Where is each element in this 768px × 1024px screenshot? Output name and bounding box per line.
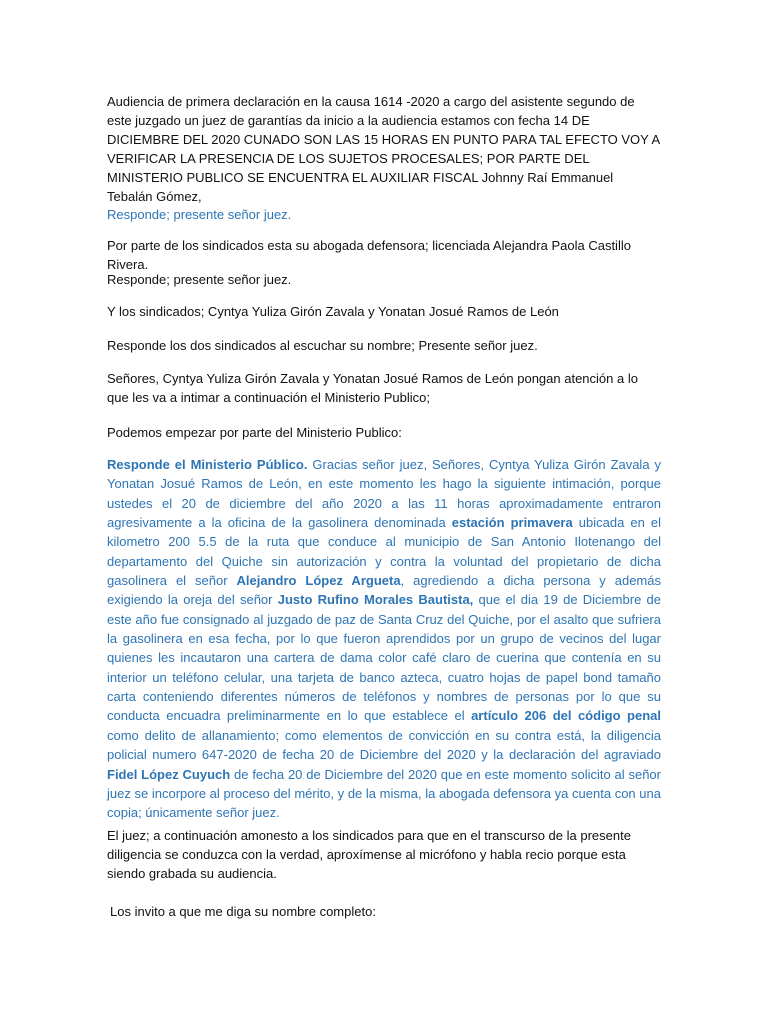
invite-paragraph: Los invito a que me diga su nombre completo: (110, 904, 376, 919)
judge-paragraph: El juez; a continuación amonesto a los sindicados para que en el transcurso de la presente diligencia se conduzca con la verdad, aproxímense al micrófono y habla recio porque esta siendo grabada su audiencia. (107, 828, 631, 881)
defense-paragraph: Por parte de los sindicados esta su abogada defensora; licenciada Alejandra Paola Castillo Rivera. (107, 238, 631, 272)
intro-paragraph: Audiencia de primera declaración en la causa 1614 -2020 a cargo del asistente segundo de este juzgado un juez de garantías da inicio a la audiencia estamos con fecha 14 DE DICIEMBRE DEL 2020 CUNADO SON LAS 15 HORAS EN PUNTO PARA TAL EFECTO VOY A VERIFICAR LA PRESENCIA DE LOS SUJETOS PROCESALES; POR PARTE DEL MINISTERIO PUBLICO SE ENCUENTRA EL AUXILIAR FISCAL Johnny Raí Emmanuel Tebalán Gómez, (107, 94, 660, 204)
attention-paragraph: Señores, Cyntya Yuliza Girón Zavala y Yonatan Josué Ramos de León pongan atención a lo que les va a intimar a continuación el Ministerio Publico; (107, 371, 638, 405)
mp-bold-2: Alejandro López Argueta (236, 573, 401, 589)
accused-paragraph: Y los sindicados; Cyntya Yuliza Girón Zavala y Yonatan Josué Ramos de León (107, 304, 559, 319)
response-paragraph-1: Responde; presente señor juez. (107, 207, 292, 222)
mp-text-1: Gracias señor juez, Señores, Cyntya Yuliza Girón Zavala y Yonatan Josué Ramos de León, en este momento les hago la siguiente intimación, porque ustedes el 20 de diciembre del año 2020 a las 11 horas aproximadamente entraron agresivamente a la oficina de la gasolinera denominada (107, 457, 661, 531)
response-paragraph-2: Responde; presente señor juez. (107, 272, 292, 287)
mp-text-4: que el dia 19 de Diciembre de este año fue consignado al juzgado de paz de Santa Cruz del Quiche, por el asalto que sufriera la gasolinera en esa fecha, por lo que fueron aprendidos por un grupo de vecinos del lugar quienes les incautaron una cartera de dama color café claro de cuerina que contenía en su interior un teléfono celular, una tarjeta de banco azteca, cuatro hojas de papel bond tamaño carta conteniendo diferentes números de teléfonos y nombres de personas por lo que su conducta encuadra preliminarmente en lo que establece el (107, 592, 661, 724)
mp-bold-5: Fidel López Cuyuch (107, 766, 231, 782)
mp-bold-1: estación primavera (451, 515, 573, 531)
mp-text-3: , agrediendo a dicha persona y además exigiendo la oreja del señor (107, 573, 661, 608)
mp-bold-4: artículo 206 del código penal (471, 708, 661, 724)
ministerio-publico-response (107, 455, 661, 823)
mp-text-2: ubicada en el kilometro 200 5.5 de la ruta que conduce al municipio de San Antonio Ilotenango del departamento del Quiche sin autorización y contra la voluntad del propietario de dicha gasolinera el señor (107, 515, 661, 589)
mp-bold-3: Justo Rufino Morales Bautista, (277, 592, 474, 608)
mp-response-lead: Responde el Ministerio Público. (107, 457, 308, 472)
mp-text-5: como delito de allanamiento; como elementos de convicción en su contra está, la diligencia policial numero 647-2020 de fecha 20 de Diciembre del 2020 y la declaración del agraviado (107, 727, 661, 763)
start-paragraph: Podemos empezar por parte del Ministerio Publico: (107, 425, 402, 440)
mp-text-6: de fecha 20 de Diciembre del 2020 que en este momento solicito al señor juez se incorpore al proceso del mérito, y de la misma, la abogada defensora ya cuenta con una copia; únicamente señor juez. (107, 766, 661, 821)
response-paragraph-3: Responde los dos sindicados al escuchar su nombre; Presente señor juez. (107, 338, 538, 353)
